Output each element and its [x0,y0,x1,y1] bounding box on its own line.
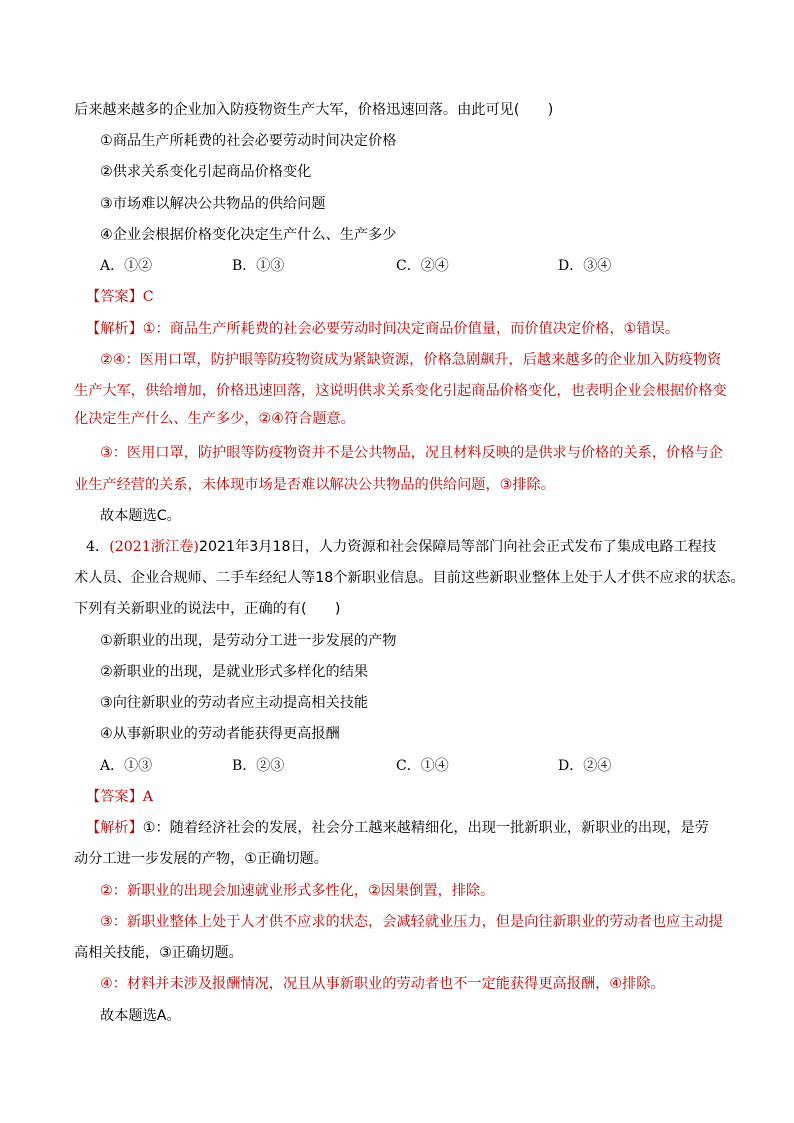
q3-option-b: B．①③ [232,258,285,274]
q4-option-a: A．①③ [100,758,153,774]
answer-value: C [142,289,154,305]
q4-analysis-line-6: ④：材料并未涉及报酬情况，况且从事新职业的劳动者也不一定能获得更高报酬，④排除。 [100,976,665,992]
q3-option-a: A．①② [100,258,153,274]
q3-analysis-line-2: ②④：医用口罩，防护眼等防疫物资成为紧缺资源，价格急剧飙升，后越来越多的企业加入防疫物资 [100,352,722,368]
q4-analysis-line-1 [86,817,709,839]
q3-item-1: ①商品生产所耗费的社会必要劳动时间决定价格 [100,133,397,149]
q3-option-d: D．③④ [558,258,612,274]
question-stem-text: 2021年3月18日，人力资源和社会保障局等部门向社会正式发布了集成电路工程技 [198,539,717,555]
analysis-text: ①：随着经济社会的发展，社会分工越来越精细化，出现一批新职业，新职业的出现，是劳 [142,820,709,836]
q3-item-3: ③市场难以解决公共物品的供给问题 [100,196,326,212]
analysis-tag: 【解析】 [86,820,143,836]
q4-item-3: ③向往新职业的劳动者应主动提高相关技能 [100,695,369,711]
q3-analysis-line-6: 业生产经营的关系，未体现市场是否难以解决公共物品的供给问题，③排除。 [74,477,555,493]
q4-item-2: ②新职业的出现，是就业形式多样化的结果 [100,664,369,680]
q4-analysis-line-2: 动分工进一步发展的产物，①正确切题。 [74,851,328,867]
q3-analysis-line-1 [86,318,679,340]
q4-option-c: C．①④ [396,758,449,774]
q4-conclusion: 故本题选A。 [100,1008,181,1024]
question-number: 4． [86,539,110,555]
q4-option-b: B．②③ [232,758,285,774]
answer-value: A [142,789,154,805]
q4-analysis-line-4: ③：新职业整体上处于人才供不应求的状态，会减轻就业压力，但是向往新职业的劳动者也应主动提 [100,914,723,930]
answer-tag: 【答案】 [86,289,143,305]
q4-analysis-line-3: ②：新职业的出现会加速就业形式多性化，②因果倒置，排除。 [100,883,495,899]
q4-item-4: ④从事新职业的劳动者能获得更高报酬 [100,726,340,742]
q4-item-1: ①新职业的出现，是劳动分工进一步发展的产物 [100,633,397,649]
q3-item-2: ②供求关系变化引起商品价格变化 [100,164,312,180]
q3-item-4: ④企业会根据价格变化决定生产什么、生产多少 [100,227,397,243]
q3-conclusion: 故本题选C。 [100,508,181,524]
q3-stem: 后来越来越多的企业加入防疫物资生产大军，价格迅速回落。由此可见( ) [74,102,554,118]
q4-stem-line-3: 下列有关新职业的说法中，正确的有( ) [74,601,341,617]
question-source: (2021浙江卷) [109,539,199,555]
analysis-text: ①：商品生产所耗费的社会必要劳动时间决定商品价值量，而价值决定价格，①错误。 [142,321,679,337]
q4-option-d: D．②④ [558,758,612,774]
q3-answer [86,286,154,308]
q3-analysis-line-3: 生产大军，供给增加，价格迅速回落，这说明供求关系变化引起商品价格变化，也表明企业会根据价格变 [74,383,727,399]
q4-stem-line-1 [86,536,716,558]
q4-analysis-line-5: 高相关技能，③正确切题。 [74,945,243,961]
answer-tag: 【答案】 [86,789,143,805]
q4-stem-line-2: 术人员、企业合规师、二手车经纪人等18个新职业信息。目前这些新职业整体上处于人才供不应求的状态。 [74,570,745,586]
q3-analysis-line-4: 化决定生产什么、生产多少，②④符合题意。 [74,411,355,427]
q4-answer [86,786,153,808]
q3-analysis-line-5: ③：医用口罩，防护眼等防疫物资并不是公共物品，况且材料反映的是供求与价格的关系，价格与企 [100,445,723,461]
q3-option-c: C．②④ [396,258,449,274]
analysis-tag: 【解析】 [86,321,143,337]
